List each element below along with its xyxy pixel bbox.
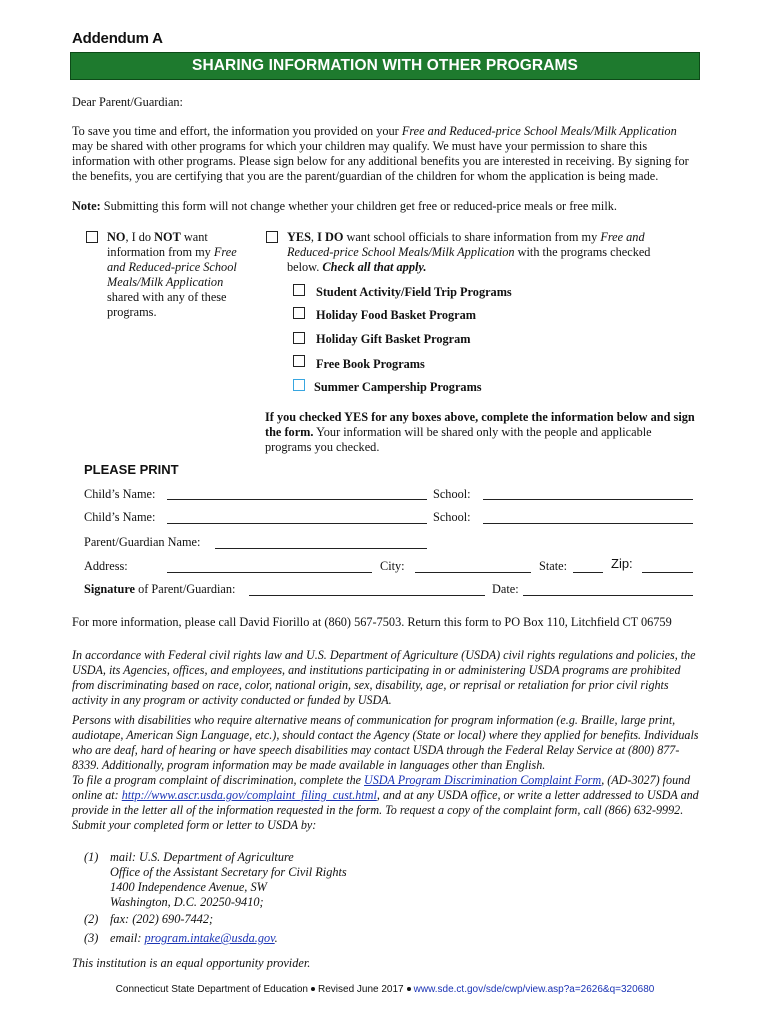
bullet-icon <box>407 987 411 991</box>
yes-checkbox[interactable] <box>266 231 278 243</box>
program-checkbox-free-book[interactable] <box>293 355 305 367</box>
usda-p3-c: , and at any USDA office, or write a letter addressed to USDA and provide in the letter all of the information requested in the form. To request a copy of the complaint form, call (866) 632-9992. Submit your completed form or letter to USDA by: <box>72 788 699 832</box>
intro-text-a: To save you time and effort, the information you provided on your <box>72 124 402 138</box>
no-text-c: shared with any of these programs. <box>107 290 227 319</box>
mail-line-3: 1400 Independence Avenue, SW <box>110 880 267 894</box>
footer-department: Connecticut State Department of Education <box>115 984 308 995</box>
mail-line-2: Office of the Assistant Secretary for Civil Rights <box>110 865 347 879</box>
date-label: Date: <box>492 582 519 596</box>
usda-paragraph-3 <box>72 773 702 833</box>
signature-label <box>84 582 235 597</box>
mail-line-4: Washington, D.C. 20250-9410; <box>110 895 264 909</box>
equal-opportunity-statement: This institution is an equal opportunity provider. <box>72 956 311 970</box>
footer-revised: Revised June 2017 <box>318 984 404 995</box>
signature-field[interactable] <box>249 595 485 596</box>
parent-name-label: Parent/Guardian Name: <box>84 535 201 549</box>
childs-name-1-field[interactable] <box>167 499 427 500</box>
address-field[interactable] <box>167 572 372 573</box>
footer-url[interactable]: www.sde.ct.gov/sde/cwp/view.asp?a=2626&q=320680 <box>413 984 655 995</box>
program-label-free-book: Free Book Programs <box>316 357 425 371</box>
school-2-label: School: <box>433 510 471 524</box>
list-item-1-mail <box>110 850 347 910</box>
state-label: State: <box>539 559 568 573</box>
usda-paragraph-1: In accordance with Federal civil rights law and U.S. Department of Agriculture (USDA) civil rights regulations and policies, the USDA, its Agencies, offices, and employees, and institutions participating in or administering USDA programs are prohibited from discriminating based on race, color, national origin, sex, disability, age, or reprisal or retaliation for prior civil rights activity in any program or activity conducted or funded by USDA. <box>72 648 696 707</box>
list-item-3-number: (3) <box>84 931 99 945</box>
childs-name-2-field[interactable] <box>167 523 427 524</box>
program-label-gift-basket: Holiday Gift Basket Program <box>316 332 471 346</box>
banner-title: SHARING INFORMATION WITH OTHER PROGRAMS <box>70 52 700 80</box>
complaint-url-link[interactable]: http://www.ascr.usda.gov/complaint_filing_cust.html <box>121 788 377 802</box>
email-link[interactable]: program.intake@usda.gov <box>144 931 275 945</box>
zip-label: Zip: <box>611 556 633 571</box>
no-text-a: , I do <box>125 230 155 244</box>
signature-bold: Signature <box>84 582 136 596</box>
program-checkbox-campership[interactable] <box>293 379 305 391</box>
zip-field[interactable] <box>642 572 693 573</box>
parent-name-field[interactable] <box>215 548 427 549</box>
page-footer <box>0 984 770 995</box>
program-checkbox-food-basket[interactable] <box>293 307 305 319</box>
school-2-field[interactable] <box>483 523 693 524</box>
mail-line-1: mail: U.S. Department of Agriculture <box>110 850 294 864</box>
yes-text-a: , <box>310 230 318 244</box>
no-option-text <box>107 230 249 320</box>
contact-info: For more information, please call David Fiorillo at (860) 567-7503. Return this form to PO Box 110, Litchfield CT 06759 <box>72 615 672 629</box>
list-item-3-email <box>110 931 278 946</box>
state-field[interactable] <box>573 572 603 573</box>
date-field[interactable] <box>523 595 693 596</box>
complaint-form-link[interactable]: USDA Program Discrimination Complaint Form <box>364 773 602 787</box>
school-1-label: School: <box>433 487 471 501</box>
intro-text-b: may be shared with other programs for which your children may qualify. We must have your permission to share this information with other programs. Please sign below for any additional benefits you are interested in receiving. By signing for the benefits, you are certifying that you are the parent/guardian of the children for whom the application is being made. <box>72 139 689 183</box>
please-print-heading: PLEASE PRINT <box>84 462 179 477</box>
intro-paragraph <box>72 124 696 184</box>
email-suffix: . <box>274 931 278 945</box>
city-label: City: <box>380 559 405 573</box>
yes-option-text <box>287 230 677 275</box>
salutation: Dear Parent/Guardian: <box>72 95 183 109</box>
childs-name-1-label: Child’s Name: <box>84 487 156 501</box>
usda-p3-a: To file a program complaint of discrimination, complete the <box>72 773 365 787</box>
usda-paragraph-2: Persons with disabilities who require alternative means of communication for program information (e.g. Braille, large print, audiotape, American Sign Language, etc.), should contact the Agency (State or local) where they applied for benefits. Individuals who are deaf, hard of hearing or have speech disabilities may contact USDA through the Federal Relay Service at (800) 877-8339. Additionally, program information may be made available in languages other than English. <box>72 713 699 772</box>
no-label: NO <box>107 230 126 244</box>
yes-text-b: want school officials to share information from my <box>343 230 601 244</box>
email-prefix: email: <box>110 931 145 945</box>
city-field[interactable] <box>415 572 531 573</box>
program-label-food-basket: Holiday Food Basket Program <box>316 308 476 322</box>
no-text-b: want information from my <box>107 230 214 259</box>
yes-text-italic: Free and Reduced-price School Meals/Milk Application <box>287 230 645 259</box>
list-item-2-number: (2) <box>84 912 99 926</box>
if-checked-bold: If you checked YES for any boxes above, complete the information below and sign the form. <box>265 410 695 439</box>
if-checked-instructions <box>265 410 695 455</box>
usda-p3-b: , (AD-3027) found online at: <box>72 773 691 802</box>
note <box>72 199 696 214</box>
list-item-2-fax: fax: (202) 690-7442; <box>110 912 214 926</box>
program-label-field-trip: Student Activity/Field Trip Programs <box>316 285 512 299</box>
no-checkbox[interactable] <box>86 231 98 243</box>
yes-ido-label: I DO <box>317 230 344 244</box>
childs-name-2-label: Child’s Name: <box>84 510 156 524</box>
signature-rest: of Parent/Guardian: <box>135 582 236 596</box>
note-text: Submitting this form will not change whether your children get free or reduced-price meals or free milk. <box>100 199 617 213</box>
program-label-campership: Summer Campership Programs <box>314 380 482 394</box>
list-item-1-number: (1) <box>84 850 99 864</box>
note-label: Note: <box>72 199 101 213</box>
program-checkbox-gift-basket[interactable] <box>293 332 305 344</box>
yes-text-c: with the programs checked below. <box>287 245 651 274</box>
no-text-italic: Free and Reduced-price School Meals/Milk Application <box>107 245 237 289</box>
program-checkbox-field-trip[interactable] <box>293 284 305 296</box>
school-1-field[interactable] <box>483 499 693 500</box>
addendum-label: Addendum A <box>72 30 163 47</box>
if-checked-normal: Your information will be shared only with the people and applicable programs you checked. <box>265 425 652 454</box>
check-all-label: Check all that apply. <box>322 260 427 274</box>
yes-label: YES <box>287 230 311 244</box>
address-label: Address: <box>84 559 128 573</box>
bullet-icon <box>311 987 315 991</box>
no-not-label: NOT <box>154 230 181 244</box>
intro-text-italic: Free and Reduced-price School Meals/Milk Application <box>401 124 677 138</box>
